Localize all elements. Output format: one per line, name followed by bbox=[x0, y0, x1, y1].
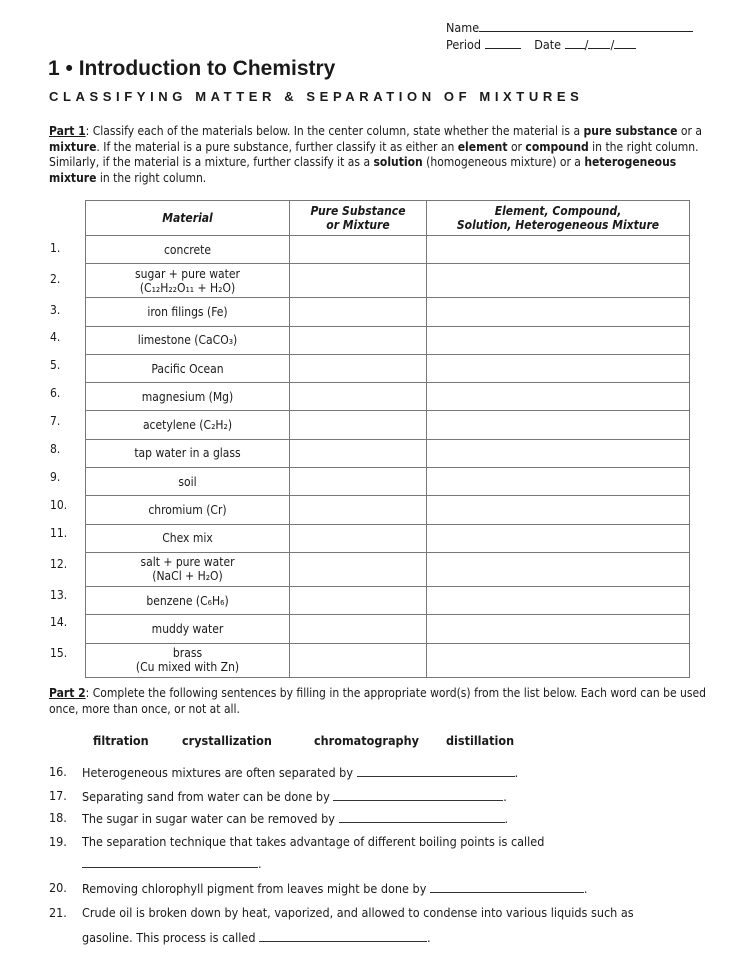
row-number: 12. bbox=[50, 557, 68, 571]
classification-answer-cell[interactable] bbox=[427, 236, 690, 264]
row-number: 1. bbox=[50, 241, 61, 255]
table-row bbox=[86, 354, 690, 382]
answer-blank[interactable] bbox=[82, 855, 258, 868]
row-number: 14. bbox=[50, 615, 68, 629]
period-label: Period bbox=[446, 37, 482, 52]
classification-answer-cell[interactable] bbox=[427, 354, 690, 382]
pure-or-mixture-answer-cell[interactable] bbox=[290, 326, 427, 354]
pure-or-mixture-answer-cell[interactable] bbox=[290, 298, 427, 326]
word-bank-item: chromatography bbox=[314, 733, 419, 748]
classification-answer-cell[interactable] bbox=[427, 439, 690, 467]
classification-answer-cell[interactable] bbox=[427, 468, 690, 496]
classification-answer-cell[interactable] bbox=[427, 411, 690, 439]
date-separator: / bbox=[584, 37, 589, 52]
material-cell: limestone (CaCO₃) bbox=[86, 326, 290, 354]
pure-or-mixture-answer-cell[interactable] bbox=[290, 552, 427, 586]
material-cell: acetylene (C₂H₂) bbox=[86, 411, 290, 439]
material-cell: brass (Cu mixed with Zn) bbox=[86, 643, 290, 677]
part2-instructions: Part 2: Complete the following sentences by filling in the appropriate word(s) from the list below. Each word can be used once, more than once, or not at all. bbox=[49, 686, 707, 716]
row-number: 7. bbox=[50, 414, 61, 428]
pure-or-mixture-answer-cell[interactable] bbox=[290, 496, 427, 524]
row-number: 10. bbox=[50, 498, 68, 512]
row-number: 9. bbox=[50, 470, 61, 484]
material-cell: salt + pure water (NaCl + H₂O) bbox=[86, 552, 290, 586]
row-number: 13. bbox=[50, 587, 68, 602]
pure-or-mixture-answer-cell[interactable] bbox=[290, 615, 427, 643]
classification-answer-cell[interactable] bbox=[427, 586, 690, 614]
material-cell: tap water in a glass bbox=[86, 439, 290, 467]
page-title: 1 • Introduction to Chemistry bbox=[48, 57, 336, 80]
table-row bbox=[86, 439, 690, 467]
material-cell: benzene (C₆H₆) bbox=[86, 586, 290, 614]
pure-or-mixture-answer-cell[interactable] bbox=[290, 264, 427, 298]
pure-or-mixture-answer-cell[interactable] bbox=[290, 586, 427, 614]
header-classification: Element, Compound, Solution, Heterogeneous Mixture bbox=[427, 201, 690, 236]
date-label: Date bbox=[534, 37, 562, 52]
table-row bbox=[86, 524, 690, 552]
row-number: 11. bbox=[50, 526, 68, 540]
answer-blank[interactable] bbox=[333, 788, 503, 801]
material-cell: sugar + pure water (C₁₂H₂₂O₁₁ + H₂O) bbox=[86, 264, 290, 298]
answer-blank[interactable] bbox=[357, 764, 515, 777]
row-number: 2. bbox=[50, 272, 61, 286]
part1-instructions: Part 1: Classify each of the materials below. In the center column, state whether the material is a pure substance or a mixture. If the material is a pure substance, further classify it as either an element or compound in the right column. Similarly, if the material is a mixture, further classify it as a solution (homogeneous mixture) or a heterogeneous mixture in the right column. bbox=[49, 124, 702, 185]
name-label: Name bbox=[446, 20, 480, 35]
row-number: 6. bbox=[50, 386, 61, 400]
row-number: 8. bbox=[50, 442, 61, 456]
material-cell: chromium (Cr) bbox=[86, 496, 290, 524]
table-row bbox=[86, 326, 690, 354]
pure-or-mixture-answer-cell[interactable] bbox=[290, 236, 427, 264]
table-row bbox=[86, 383, 690, 411]
material-cell: concrete bbox=[86, 236, 290, 264]
table-row bbox=[86, 586, 690, 614]
material-cell: muddy water bbox=[86, 615, 290, 643]
classification-answer-cell[interactable] bbox=[427, 264, 690, 298]
period-date-row bbox=[446, 37, 636, 52]
header-material: Material bbox=[86, 201, 290, 236]
name-blank[interactable] bbox=[479, 20, 693, 32]
table-row bbox=[86, 615, 690, 643]
table-row bbox=[86, 496, 690, 524]
table-row bbox=[86, 298, 690, 326]
answer-blank[interactable] bbox=[430, 880, 584, 893]
date-day-blank[interactable] bbox=[588, 37, 610, 49]
row-number: 15. bbox=[50, 646, 68, 660]
word-bank-item: distillation bbox=[446, 733, 515, 748]
table-header-row bbox=[86, 201, 690, 236]
table-row bbox=[86, 411, 690, 439]
row-number: 5. bbox=[50, 358, 61, 372]
table-row bbox=[86, 236, 690, 264]
question-19-answer: . bbox=[82, 855, 262, 871]
header-pure-or-mixture: Pure Substance or Mixture bbox=[290, 201, 427, 236]
material-cell: Chex mix bbox=[86, 524, 290, 552]
name-field[interactable] bbox=[446, 20, 693, 35]
date-separator: / bbox=[610, 37, 615, 52]
pure-or-mixture-answer-cell[interactable] bbox=[290, 439, 427, 467]
word-bank-item: filtration bbox=[93, 733, 149, 748]
page-subtitle: CLASSIFYING MATTER & SEPARATION OF MIXTURES bbox=[49, 89, 584, 104]
classification-answer-cell[interactable] bbox=[427, 496, 690, 524]
answer-blank[interactable] bbox=[259, 929, 427, 942]
table-row bbox=[86, 264, 690, 298]
table-row bbox=[86, 468, 690, 496]
classification-answer-cell[interactable] bbox=[427, 615, 690, 643]
table-row bbox=[86, 643, 690, 677]
question-21-cont: gasoline. This process is called . bbox=[82, 930, 431, 945]
classification-answer-cell[interactable] bbox=[427, 643, 690, 677]
classification-answer-cell[interactable] bbox=[427, 552, 690, 586]
pure-or-mixture-answer-cell[interactable] bbox=[290, 383, 427, 411]
answer-blank[interactable] bbox=[339, 810, 505, 823]
part2-label: Part 2 bbox=[49, 686, 86, 700]
pure-or-mixture-answer-cell[interactable] bbox=[290, 354, 427, 382]
material-cell: iron filings (Fe) bbox=[86, 298, 290, 326]
pure-or-mixture-answer-cell[interactable] bbox=[290, 524, 427, 552]
date-month-blank[interactable] bbox=[565, 37, 585, 49]
date-year-blank[interactable] bbox=[614, 37, 636, 49]
classification-answer-cell[interactable] bbox=[427, 298, 690, 326]
pure-or-mixture-answer-cell[interactable] bbox=[290, 468, 427, 496]
classification-answer-cell[interactable] bbox=[427, 524, 690, 552]
period-blank[interactable] bbox=[485, 37, 521, 49]
part1-label: Part 1 bbox=[49, 124, 86, 138]
word-bank-item: crystallization bbox=[182, 733, 272, 748]
classification-answer-cell[interactable] bbox=[427, 326, 690, 354]
row-number: 3. bbox=[50, 302, 61, 317]
pure-or-mixture-answer-cell[interactable] bbox=[290, 411, 427, 439]
material-cell: magnesium (Mg) bbox=[86, 383, 290, 411]
classification-table bbox=[85, 200, 690, 678]
pure-or-mixture-answer-cell[interactable] bbox=[290, 643, 427, 677]
row-number: 4. bbox=[50, 330, 61, 344]
table-row bbox=[86, 552, 690, 586]
classification-answer-cell[interactable] bbox=[427, 383, 690, 411]
material-cell: Pacific Ocean bbox=[86, 354, 290, 382]
material-cell: soil bbox=[86, 468, 290, 496]
